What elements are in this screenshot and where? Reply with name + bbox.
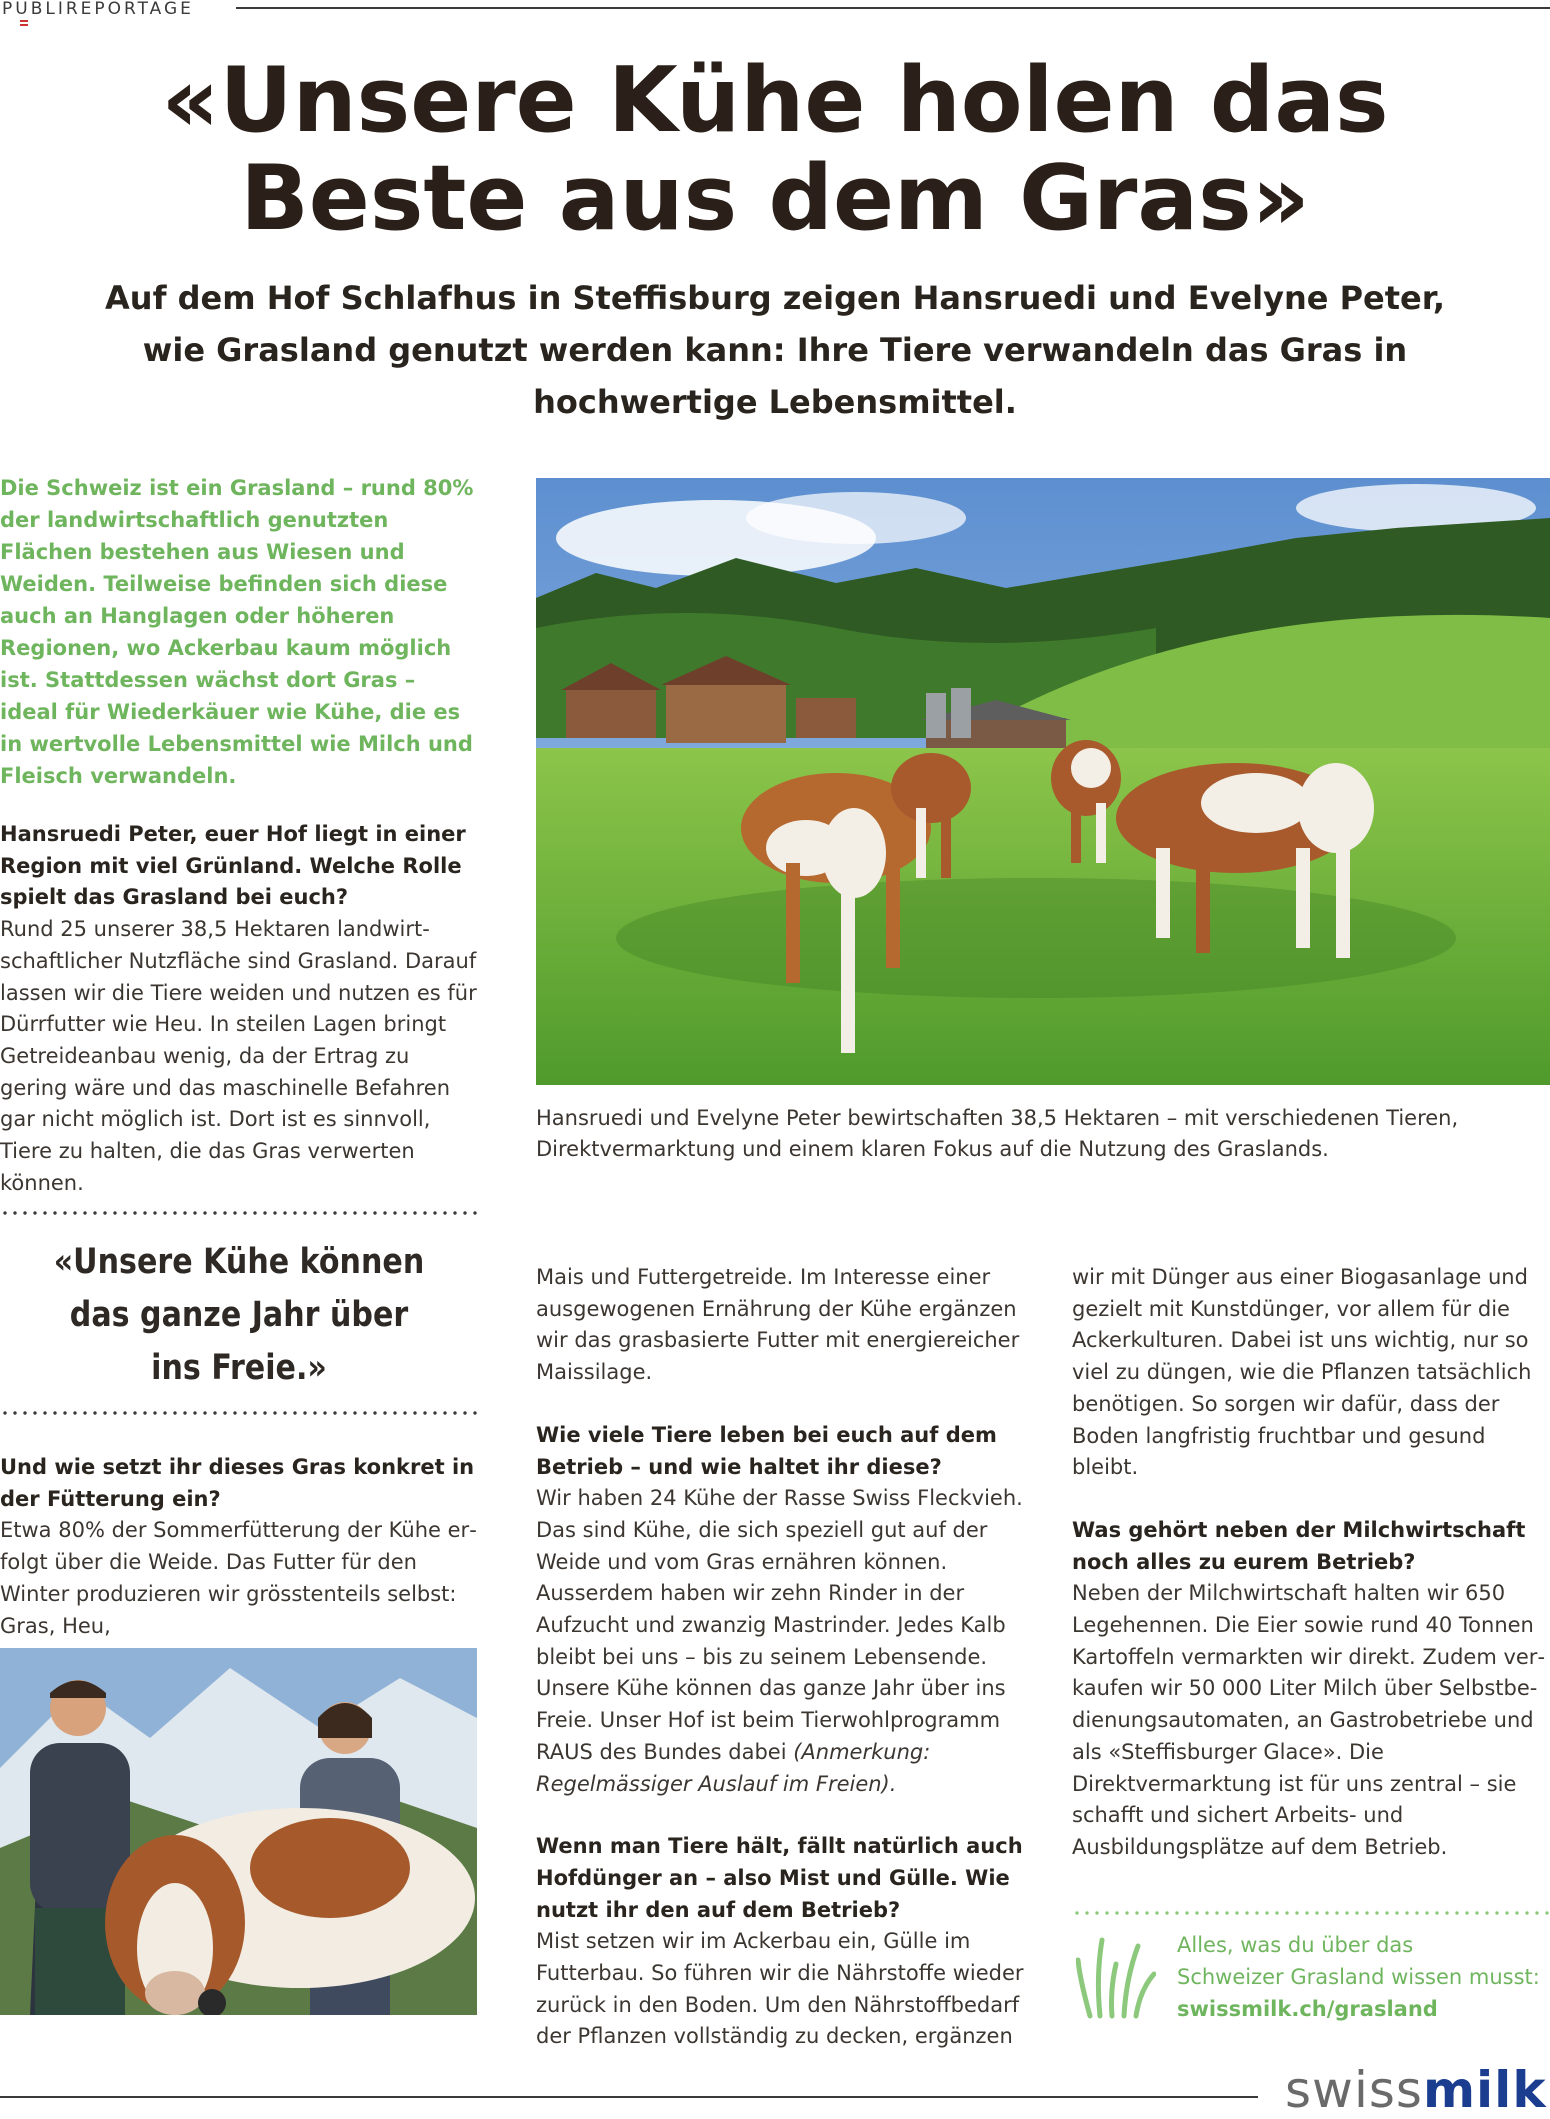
cta-line-2: Schweizer Grasland wissen musst: — [1177, 1965, 1540, 1989]
headline-line-2: Beste aus dem Gras» — [240, 146, 1310, 251]
question-1: Hansruedi Peter, euer Hof liegt in einer Region mit viel Grünland. Welche Rolle spielt das Grasland bei euch? — [0, 822, 466, 910]
cta-line-1: Alles, was du über das — [1177, 1933, 1414, 1957]
cta-link[interactable]: swissmilk.ch/grasland — [1177, 1997, 1438, 2021]
publireportage-label: PUBLIREPORTAGE — [2, 0, 194, 19]
logo-part-milk: milk — [1422, 2061, 1547, 2119]
column-right — [1072, 1262, 1550, 1864]
question-5: Was gehört neben der Milchwirtschaft noch alles zu eurem Betrieb? — [1072, 1517, 1526, 1574]
answer-4-part-2: wir mit Dünger aus einer Biogasanlage und gezielt mit Kunstdünger, vor allem für die Ackerkulturen. Dabei ist uns wichtig, nur so viel zu düngen, wie die Pflanzen tatsächlich benötigen. So sorgen wir dafür, dass der Boden langfristig fruchtbar und gesund bleibt. — [1072, 1265, 1532, 1480]
pullquote-top-divider — [0, 1211, 478, 1215]
headline-line-1: «Unsere Kühe holen das — [161, 48, 1389, 153]
paragraph-gap — [536, 1389, 1026, 1420]
header-rule — [236, 7, 1550, 9]
headline — [0, 48, 1550, 251]
answer-3-text: Wir haben 24 Kühe der Rasse Swiss Fleckvieh. Das sind Kühe, die sich speziell gut auf der Weide und vom Gras ernähren können. Ausserdem haben wir zehn Rinder in der Aufzucht und zwanzig Mastrinder. Jedes Kalb bleibt bei uns – bis zu seinem Lebensende. Unsere Kühe können das ganze Jahr über ins Freie. Unser Hof ist beim Tierwohlprogramm RAUS des Bundes dabei — [536, 1486, 1023, 1764]
question-3: Wie viele Tiere leben bei euch auf dem Betrieb – und wie haltet ihr diese? — [536, 1422, 997, 1479]
answer-5: Neben der Milchwirtschaft halten wir 650 Legehennen. Die Eier sowie rund 40 Tonnen Kartoffeln vermarkten wir direkt. Zudem verkaufen wir 50 000 Liter Milch über Selbstbedienungsautomaten, an Gastrobetriebe und als «Steffisburger Glace». Die Direktvermarktung ist für uns zentral – sie schafft und sichert Arbeits- und Ausbildungsplätze auf dem Betrieb. — [1072, 1581, 1546, 1859]
cta-text — [1177, 1929, 1550, 2025]
column-left-bottom — [0, 1452, 480, 1642]
cows-pasture-photo — [536, 478, 1550, 1085]
footer-rule — [0, 2096, 1258, 2098]
answer-1: Rund 25 unserer 38,5 Hektaren landwirtschaftlicher Nutzfläche sind Grasland. Darauf lassen wir die Tiere weiden und nutzen es für Dürrfutter wie Heu. In steilen Lagen bringt Getreideanbau wenig, da der Ertrag zu gering wäre und das maschinelle Befahren gar nicht möglich ist. Dort ist es sinnvoll, Tiere zu halten, die das Gras verwerten können. — [0, 917, 477, 1195]
flag-icon — [20, 20, 28, 26]
answer-4-part-1: Mist setzen wir im Ackerbau ein, Gülle im Futterbau. So führen wir die Nährstoffe wieder zurück in den Boden. Um den Nährstoffbedarf der Pflanzen vollständig zu decken, ergänzen — [536, 1929, 1024, 2049]
pullquote — [33, 1236, 444, 1395]
pullquote-line-3: ins Freie.» — [151, 1348, 327, 1388]
intro-lead: Die Schweiz ist ein Grasland – rund 80% der landwirtschaftlich genutzten Flächen bestehen aus Wiesen und Weiden. Teilweise befinden sich diese auch an Hanglagen oder höheren Regionen, wo Ackerbau kaum möglich ist. Stattdessen wächst dort Gras – ideal für Wiederkäuer wie Kühe, die es in wertvolle Lebensmittel wie Milch und Fleisch verwandeln. — [0, 476, 474, 788]
pullquote-bottom-divider — [0, 1411, 478, 1415]
answer-3-note: (Anmerkung: Regelmässiger Auslauf im Freien). — [536, 1739, 931, 1796]
column-middle — [536, 1262, 1026, 2053]
answer-2-part-1: Etwa 80% der Sommerfütterung der Kühe erfolgt über die Weide. Das Futter für den Winter produzieren wir grösstenteils selbst: Gras, Heu, — [0, 1518, 477, 1638]
swissmilk-logo — [1285, 2062, 1547, 2118]
answer-3 — [536, 1483, 1026, 1800]
farmers-with-cow-photo — [0, 1648, 477, 2015]
logo-part-swiss: swiss — [1285, 2061, 1423, 2119]
photo-caption: Hansruedi und Evelyne Peter bewirtschaften 38,5 Hektaren – mit verschiedenen Tieren, Direktvermarktung und einem klaren Fokus auf die Nutzung des Graslands. — [536, 1106, 1459, 1161]
question-2: Und wie setzt ihr dieses Gras konkret in der Fütterung ein? — [0, 1455, 475, 1511]
paragraph-gap — [536, 1800, 1026, 1831]
answer-2-part-2: Mais und Futtergetreide. Im Interesse einer ausgewogenen Ernährung der Kühe ergänzen wir das grasbasierte Futter mit energiereicher Maissilage. — [536, 1265, 1020, 1385]
pullquote-line-1: «Unsere Kühe können — [53, 1242, 425, 1282]
subtitle: Auf dem Hof Schlafhus in Steffisburg zeigen Hansruedi und Evelyne Peter, wie Grasland genutzt werden kann: Ihre Tiere verwandeln das Gras in hochwertige Lebensmittel. — [105, 279, 1445, 421]
question-4: Wenn man Tiere hält, fällt natürlich auch Hofdünger an – also Mist und Gülle. Wie nutzt ihr den auf dem Betrieb? — [536, 1834, 1023, 1922]
column-left-top — [0, 819, 480, 1199]
cta-divider — [1072, 1911, 1550, 1915]
pullquote-line-2: das ganze Jahr über — [69, 1295, 409, 1335]
paragraph-gap — [1072, 1484, 1550, 1515]
grass-icon — [1076, 1930, 1156, 2020]
